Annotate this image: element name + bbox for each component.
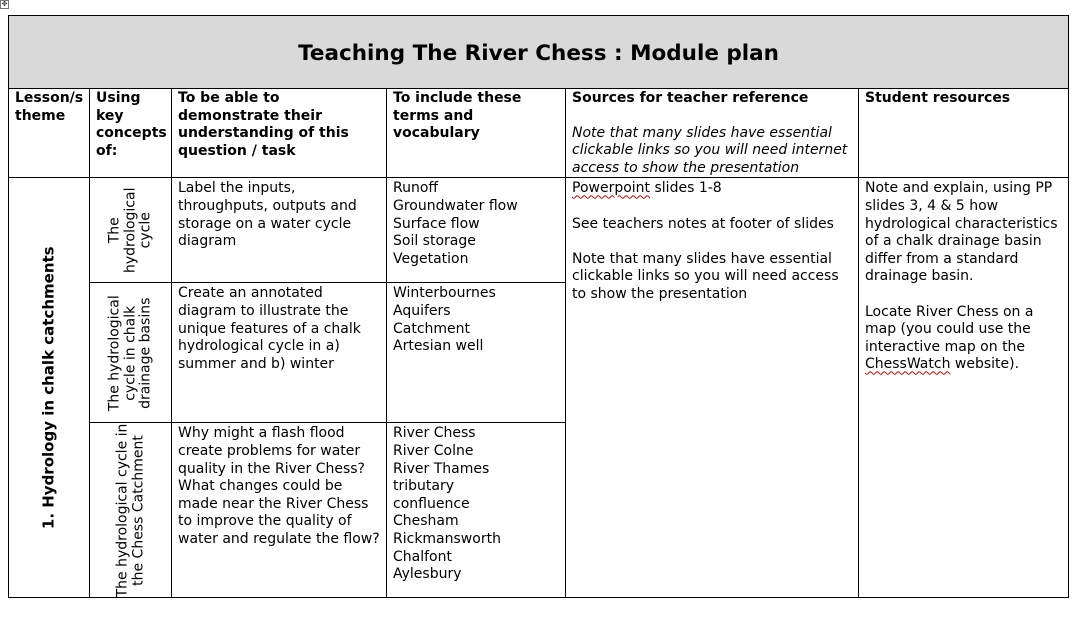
header-demonstrate: To be able to demonstrate their understanding of this question / task [172,89,387,178]
term: tributary [393,478,455,495]
term: Chalfont [393,548,452,565]
header-text: key [96,107,124,124]
header-text: of: [96,142,118,159]
lesson-theme-cell [9,178,90,598]
title-row [9,16,1069,89]
concept-text: The hydrological cycle in the Chess Catchment [114,423,146,598]
term: Chesham [393,513,459,530]
sources-cell [566,178,859,598]
header-text: theme [15,107,66,124]
term: Catchment [393,320,471,337]
header-lesson-theme [9,89,90,178]
task-question: What changes could be made near the River Chess to improve the quality of water and regulate the flow? [178,478,380,547]
term: Runoff [393,180,439,197]
term: confluence [393,495,470,512]
table-row [9,178,1069,283]
header-sources [566,89,859,178]
terms-cell [387,178,566,283]
term: Winterbournes [393,285,496,302]
task-cell: Create an annotated diagram to illustrate the unique features of a chalk hydrological cycle in a) summer and b) winter [172,283,387,423]
term: River Chess [393,425,476,442]
header-text: Lesson/s [15,90,84,106]
terms-cell [387,283,566,423]
concept-cell [90,283,172,423]
header-terms: To include these terms and vocabulary [387,89,566,178]
student-resources-cell [859,178,1069,598]
header-text: Sources for teacher reference [572,90,809,106]
term: Vegetation [393,250,469,267]
concept-cell [90,423,172,598]
term: Artesian well [393,338,484,355]
table-move-handle-icon[interactable]: ✥ [1,0,8,8]
module-plan-table [8,15,1069,598]
task-question: Why might a flash flood create problems for water quality in the River Chess? [178,425,365,477]
term: Aquifers [393,302,451,319]
term: River Colne [393,442,474,459]
term: Surface flow [393,215,480,232]
header-key-concepts [90,89,172,178]
concept-cell [90,178,172,283]
powerpoint-line: Powerpoint slides 1-8 [572,180,722,197]
links-note-text: Note that many slides have essential clickable links so you will need access to show the presentation [572,250,839,302]
sources-note: Note that many slides have essential clickable links so you will need internet access to show the presentation [572,124,848,176]
header-text: concepts [96,125,167,142]
spellcheck-word[interactable]: Powerpoint [572,180,651,197]
term: Soil storage [393,233,476,250]
student-resource-text: Locate River Chess on a map (you could use the interactive map on the ChessWatch website). [865,303,1034,373]
spellcheck-word[interactable]: ChessWatch [865,356,951,373]
header-student-resources: Student resources [859,89,1069,178]
concept-text: The hydrological cycle in chalk drainage basins [106,294,154,411]
teacher-notes-text: See teachers notes at footer of slides [572,215,834,232]
concept-text: The hydrological cycle [106,187,154,274]
term: River Thames [393,460,490,477]
header-row [9,89,1069,178]
term: Rickmansworth [393,530,501,547]
header-text: Using [96,90,141,106]
term: Aylesbury [393,566,462,583]
student-resource-text: Note and explain, using PP slides 3, 4 & 5 how hydrological characteristics of a chalk drainage basin differ from a standard drainage basin. [865,180,1058,285]
term: Groundwater flow [393,197,518,214]
page-title: Teaching The River Chess : Module plan [298,40,779,66]
task-cell [172,423,387,598]
title-cell [9,16,1069,89]
task-cell: Label the inputs, throughputs, outputs and storage on a water cycle diagram [172,178,387,283]
lesson-theme-text: 1. Hydrology in chalk catchments [39,246,58,530]
terms-cell [387,423,566,598]
